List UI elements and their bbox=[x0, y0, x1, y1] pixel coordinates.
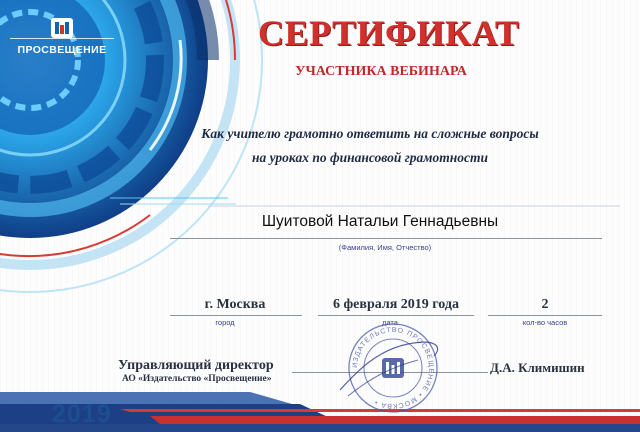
prosveshchenie-logo bbox=[8, 16, 116, 66]
city-caption: город bbox=[215, 318, 235, 327]
seal-text: ИЗДАТЕЛЬСТВО ПРОСВЕЩЕНИЕ • МОСКВА • bbox=[351, 326, 435, 410]
name-caption: (Фамилия, Имя, Отчество) bbox=[338, 243, 432, 252]
organization-name: АО «Издательство «Просвещение» bbox=[122, 374, 272, 384]
participant-name: Шуитовой Натальи Геннадьевны bbox=[261, 213, 499, 230]
director-title: Управляющий директор bbox=[118, 358, 274, 373]
city-underline bbox=[170, 315, 302, 316]
logo-text: ПРОСВЕЩЕНИЕ bbox=[17, 44, 107, 56]
date-value: 6 февраля 2019 года bbox=[333, 297, 459, 312]
hours-value: 2 bbox=[541, 297, 549, 312]
city-value: г. Москва bbox=[204, 297, 266, 312]
date-underline bbox=[318, 315, 474, 316]
director-name: Д.А. Климишин bbox=[490, 360, 585, 375]
hours-caption: кол-во часов bbox=[522, 318, 568, 327]
prosveshchenie-logo-icon bbox=[51, 18, 73, 38]
hours-underline bbox=[488, 315, 602, 316]
stamp-seal-icon bbox=[338, 320, 448, 416]
webinar-title-line-2: на уроках по финансовой грамотности bbox=[252, 150, 488, 165]
name-underline bbox=[170, 238, 602, 239]
year-label: 2019 bbox=[52, 400, 112, 428]
certificate-title: СЕРТИФИКАТ bbox=[258, 13, 520, 53]
webinar-title-line-1: Как учителю грамотно ответить на сложные вопросы bbox=[201, 126, 539, 141]
certificate-subtitle: УЧАСТНИКА ВЕБИНАРА bbox=[295, 64, 467, 79]
date-caption: дата bbox=[382, 318, 398, 327]
